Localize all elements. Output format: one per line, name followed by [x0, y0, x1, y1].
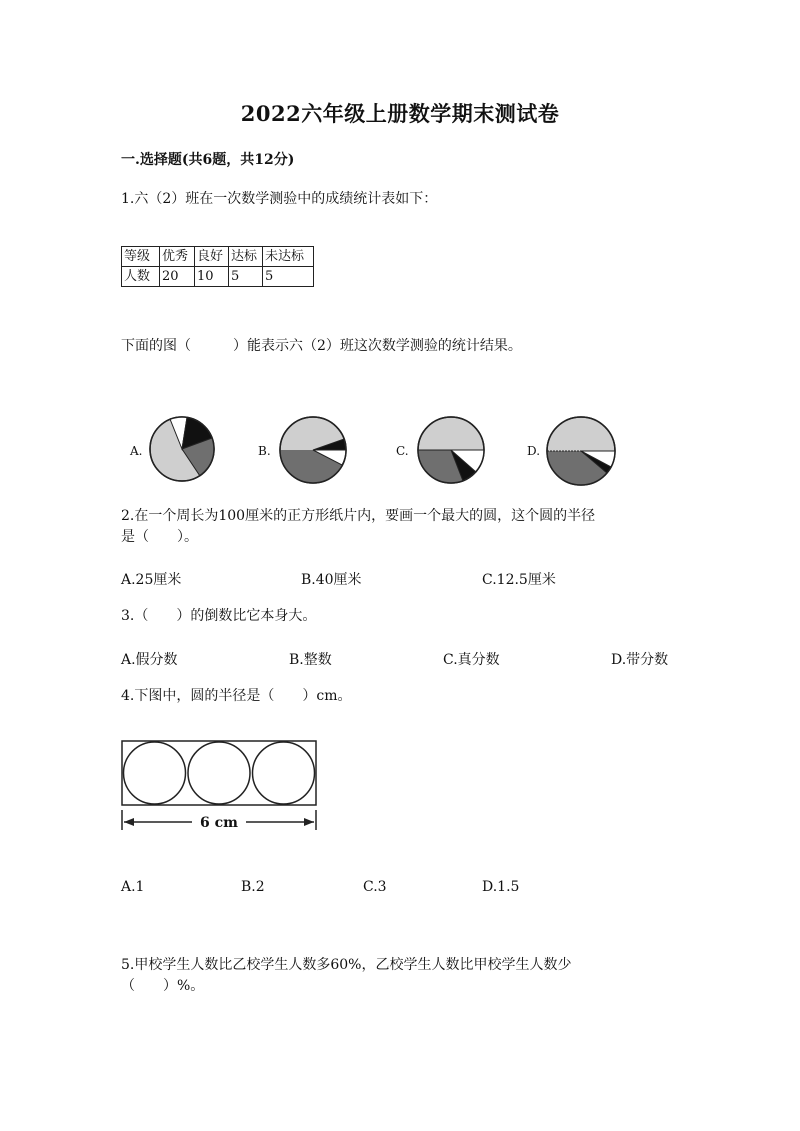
question-4-option-d[interactable]: D.1.5 [482, 879, 520, 895]
pie-option-d [545, 415, 617, 487]
table-cell: 5 [263, 267, 314, 287]
table-cell: 达标 [229, 247, 263, 267]
table-cell: 良好 [195, 247, 229, 267]
question-4-option-b[interactable]: B.2 [241, 879, 265, 895]
question-2-option-a[interactable]: A.25厘米 [121, 572, 182, 588]
question-2-option-b[interactable]: B.40厘米 [301, 572, 362, 588]
pie-option-d-label: D. [527, 444, 541, 458]
table-cell: 20 [160, 267, 195, 287]
question-3-text: 3.（ ）的倒数比它本身大。 [121, 608, 317, 624]
table-row [122, 247, 314, 267]
pie-option-a [148, 415, 216, 483]
question-3-option-d[interactable]: D.带分数 [611, 652, 669, 668]
page-title: 2022六年级上册数学期末测试卷 [240, 101, 560, 126]
question-2-line-2: 是（ ）。 [121, 529, 198, 545]
question-4-option-a[interactable]: A.1 [121, 879, 145, 895]
table-cell: 未达标 [263, 247, 314, 267]
question-1-text: 1.六（2）班在一次数学测验中的成绩统计表如下： [121, 191, 438, 207]
question-4-option-c[interactable]: C.3 [363, 879, 387, 895]
pie-option-c [416, 415, 486, 485]
question-5-line-2: （ ）%。 [121, 978, 205, 994]
table-cell: 5 [229, 267, 263, 287]
question-3-option-a[interactable]: A.假分数 [121, 652, 178, 668]
score-table [121, 246, 314, 287]
pie-option-c-label: C. [396, 444, 409, 458]
table-cell: 优秀 [160, 247, 195, 267]
question-3-option-b[interactable]: B.整数 [289, 652, 332, 668]
question-3-option-c[interactable]: C.真分数 [443, 652, 500, 668]
table-cell: 等级 [122, 247, 160, 267]
question-1-prompt: 下面的图（ ）能表示六（2）班这次数学测验的统计结果。 [121, 338, 522, 354]
question-4-text: 4.下图中，圆的半径是（ ）cm。 [121, 688, 352, 704]
table-cell: 10 [195, 267, 229, 287]
table-row [122, 267, 314, 287]
section-heading: 一.选择题(共6题，共12分) [121, 152, 295, 168]
question-2-option-c[interactable]: C.12.5厘米 [482, 572, 556, 588]
pie-option-a-label: A. [130, 444, 143, 458]
pie-option-b [278, 415, 348, 485]
pie-option-b-label: B. [258, 444, 271, 458]
figure-width-label: 6 cm [200, 815, 238, 831]
question-2-line-1: 2.在一个周长为100厘米的正方形纸片内，要画一个最大的圆，这个圆的半径 [121, 508, 596, 524]
three-circles-figure [118, 738, 322, 832]
question-5-line-1: 5.甲校学生人数比乙校学生人数多60%，乙校学生人数比甲校学生人数少 [121, 957, 572, 973]
table-cell: 人数 [122, 267, 160, 287]
